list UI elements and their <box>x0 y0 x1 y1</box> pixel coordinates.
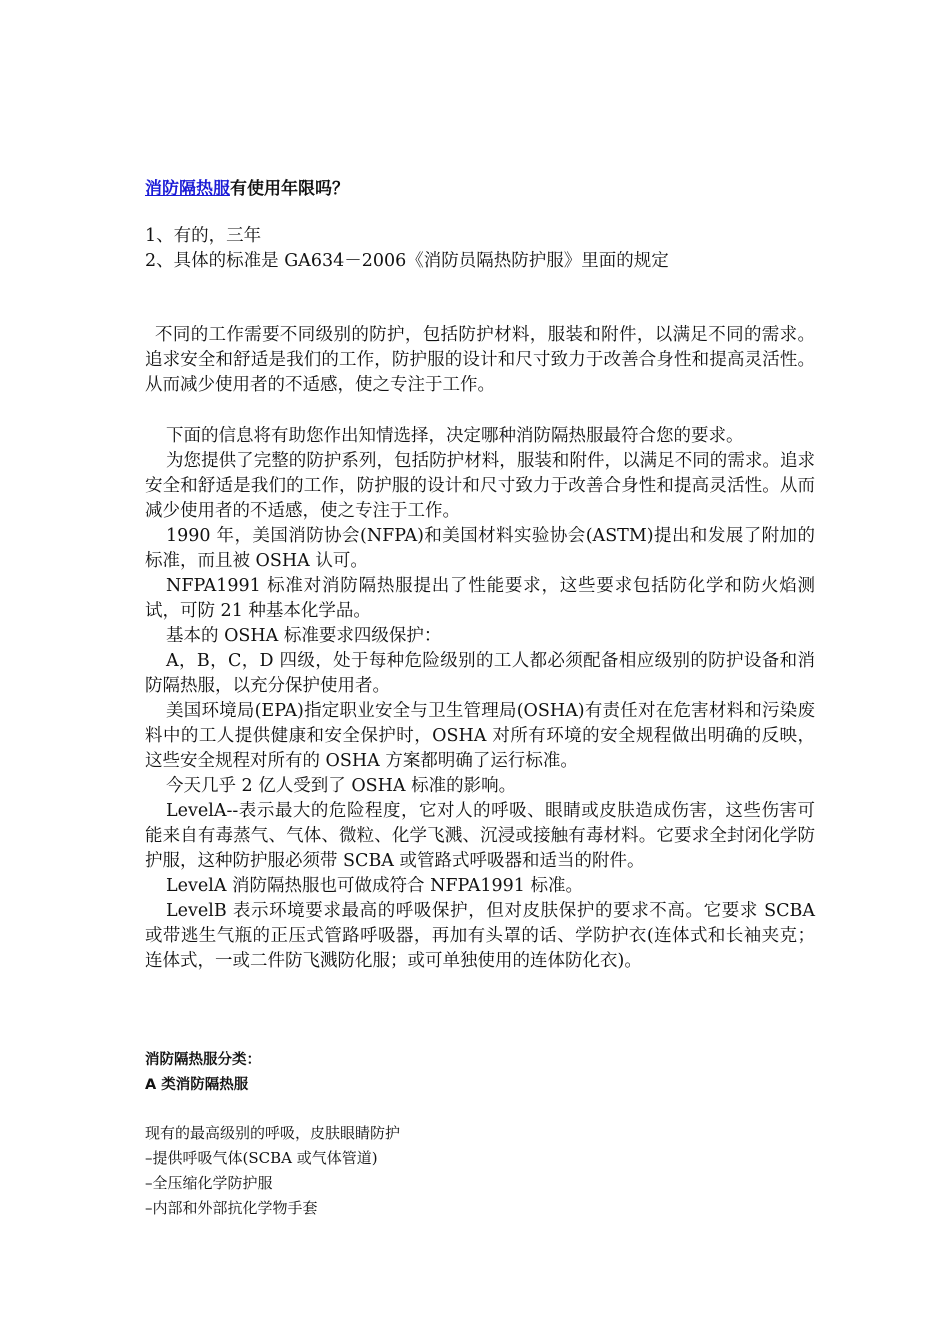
classification-item: –提供呼吸气体(SCBA 或气体管道) <box>145 1149 378 1167</box>
body-paragraph: 今天几乎 2 亿人受到了 OSHA 标准的影响。 <box>166 776 517 796</box>
body-paragraph: 为您提供了完整的防护系列，包括防护材料，服装和附件，以满足不同的需求。追求安全和舒适是我们的工作，防护服的设计和尺寸致力于改善合身性和提高灵活性。从而减少使用者的不适感，使之专注于工作。 <box>145 451 815 521</box>
body-paragraph: 1990 年，美国消防协会(NFPA)和美国材料实验协会(ASTM)提出和发展了附加的标准，而且被 OSHA 认可。 <box>145 526 815 571</box>
body-paragraph: LevelB 表示环境要求最高的呼吸保护，但对皮肤保护的要求不高。它要求 SCBA 或带逃生气瓶的正压式管路呼吸器，再加有头罩的话、学防护衣(连体式和长袖夹克；连体式，一或二件防飞溅防化服；或可单独使用的连体防化衣)。 <box>145 901 815 971</box>
body-paragraph: NFPA1991 标准对消防隔热服提出了性能要求，这些要求包括防化学和防火焰测试，可防 21 种基本化学品。 <box>145 576 815 621</box>
body-paragraph: LevelA--表示最大的危险程度，它对人的呼吸、眼睛或皮肤造成伤害，这些伤害可能来自有毒蒸气、气体、微粒、化学飞溅、沉浸或接触有毒材料。它要求全封闭化学防护服，这种防护服必须带 SCBA 或管路式呼吸器和适当的附件。 <box>145 801 815 871</box>
body-paragraph: 基本的 OSHA 标准要求四级保护： <box>166 626 442 646</box>
answer-2: 2、具体的标准是 GA634－2006《消防员隔热防护服》里面的规定 <box>145 251 669 271</box>
intro-paragraph: 不同的工作需要不同级别的防护，包括防护材料，服装和附件，以满足不同的需求。追求安全和舒适是我们的工作，防护服的设计和尺寸致力于改善合身性和提高灵活性。从而减少使用者的不适感，使之专注于工作。 <box>145 325 815 395</box>
intro-section <box>145 323 815 398</box>
body-paragraph: 美国环境局(EPA)指定职业安全与卫生管理局(OSHA)有责任对在危害材料和污染废料中的工人提供健康和安全保护时，OSHA 对所有环境的安全规程做出明确的反映，这些安全规程对所有的 OSHA 方案都明确了运行标准。 <box>145 701 815 771</box>
page-title <box>145 174 349 199</box>
classification-item: 现有的最高级别的呼吸，皮肤眼睛防护 <box>145 1124 401 1142</box>
classification-subheading: A 类消防隔热服 <box>145 1077 249 1093</box>
body-section <box>145 424 815 974</box>
body-paragraph: LevelA 消防隔热服也可做成符合 NFPA1991 标准。 <box>166 876 583 896</box>
title-rest: 有使用年限吗？ <box>230 179 349 199</box>
body-paragraph: A，B，C，D 四级，处于每种危险级别的工人都必须配备相应级别的防护设备和消防隔热服，以充分保护使用者。 <box>145 651 815 696</box>
body-paragraph: 下面的信息将有助您作出知情选择，决定哪种消防隔热服最符合您的要求。 <box>166 426 744 446</box>
classification-heading: 消防隔热服分类： <box>145 1052 261 1068</box>
answer-1: 1、有的，三年 <box>145 226 262 246</box>
classification-item: –全压缩化学防护服 <box>145 1174 273 1192</box>
title-link[interactable]: 消防隔热服 <box>145 179 230 199</box>
classification-item: –内部和外部抗化学物手套 <box>145 1199 318 1217</box>
